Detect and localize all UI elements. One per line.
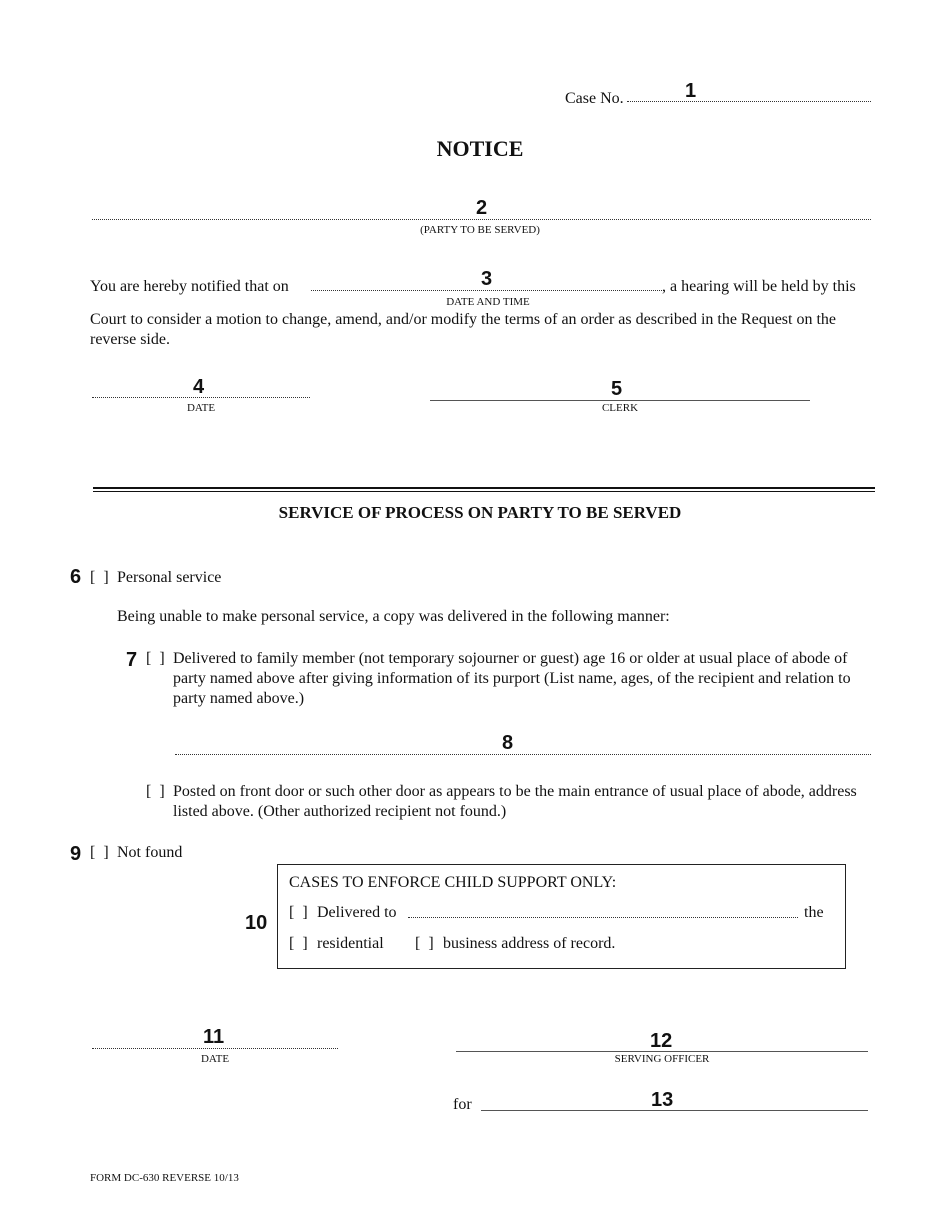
case-no-label: Case No. [565,90,624,107]
service-date-caption: DATE [200,1053,230,1065]
service-date-field[interactable] [92,1048,338,1049]
field-marker-2: 2 [476,197,488,219]
family-member-text: Delivered to family member (not temporary sojourner or guest) age 16 or older at usual place of abode of party named above after giving information of its purport (List name, ages, of the recipient and relation to party named above.) [173,650,851,707]
posted-checkbox[interactable]: [ ] [146,783,165,800]
family-member-checkbox[interactable]: [ ] [146,650,165,667]
the-label: the [804,904,824,921]
field-marker-8: 8 [502,732,514,754]
field-marker-4: 4 [193,376,205,398]
hearing-suffix: , a hearing will be held by this [662,278,856,295]
section-divider-top [93,487,875,489]
unable-personal-service-text: Being unable to make personal service, a copy was delivered in the following manner: [117,608,670,625]
field-marker-5: 5 [611,378,623,400]
case-no-field[interactable] [627,101,871,102]
delivered-to-field[interactable] [408,917,798,918]
field-marker-13: 13 [651,1089,674,1111]
for-label: for [453,1096,472,1113]
child-support-box [277,864,846,969]
child-support-title: CASES TO ENFORCE CHILD SUPPORT ONLY: [289,874,617,891]
not-found-checkbox[interactable]: [ ] [90,844,109,861]
not-found-label: Not found [117,844,183,861]
personal-service-checkbox[interactable]: [ ] [90,569,109,586]
notice-title: NOTICE [436,136,524,161]
posted-text: Posted on front door or such other door as appears to be the main entrance of usual place of abode, address listed above. (Other authorized recipient not found.) [173,783,857,820]
field-marker-1: 1 [685,80,697,102]
date-time-caption: DATE AND TIME [446,296,530,308]
recipient-info-field[interactable] [175,754,871,755]
section-divider-bottom [93,491,875,492]
field-marker-9: 9 [70,843,82,865]
notice-date-caption: DATE [186,402,216,414]
hearing-date-time-field[interactable] [311,290,662,291]
field-marker-11: 11 [203,1026,225,1048]
field-marker-3: 3 [481,268,493,290]
delivered-to-checkbox[interactable]: [ ] [289,904,308,921]
personal-service-label: Personal service [117,569,222,586]
field-marker-10: 10 [245,912,268,934]
delivered-to-label: Delivered to [317,904,397,921]
field-marker-6: 6 [70,566,82,588]
serving-officer-caption: SERVING OFFICER [614,1053,710,1065]
residential-label: residential [317,935,384,952]
field-marker-12: 12 [650,1030,673,1052]
party-to-be-served-field[interactable] [92,219,871,220]
for-agency-field[interactable] [481,1110,868,1111]
service-title: SERVICE OF PROCESS ON PARTY TO BE SERVED [278,503,682,522]
hearing-body: Court to consider a motion to change, amend, and/or modify the terms of an order as described in the Request on the reverse side. [90,311,837,348]
field-marker-7: 7 [126,649,138,671]
business-address-checkbox[interactable]: [ ] [415,935,434,952]
residential-checkbox[interactable]: [ ] [289,935,308,952]
party-caption: (PARTY TO BE SERVED) [420,224,540,236]
form-id: FORM DC-630 REVERSE 10/13 [90,1172,239,1184]
hearing-prefix: You are hereby notified that on [90,278,289,295]
business-address-label: business address of record. [443,935,616,952]
clerk-signature-line[interactable] [430,400,810,401]
clerk-caption: CLERK [601,402,639,414]
